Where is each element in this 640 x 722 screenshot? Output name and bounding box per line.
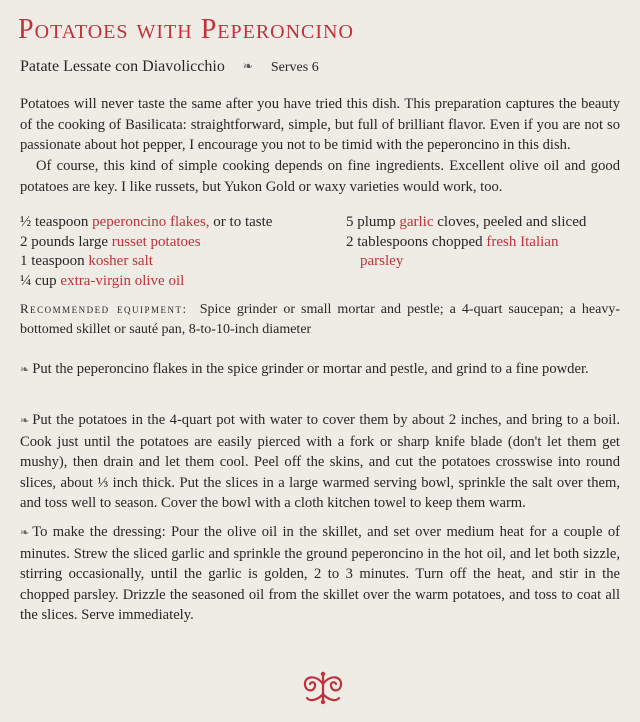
equipment-text: Spice grinder or small mortar and pestle; a 4-quart saucepan; a heavy-bottomed skillet or sauté pan, 8-to-10-inch diameter — [20, 302, 621, 337]
ingredient-line-continued — [346, 252, 626, 272]
ingredient-name: kosher salt — [88, 253, 153, 270]
equipment-label: Recommended equipment: — [20, 301, 188, 316]
ingredient-note: or to taste — [209, 214, 273, 230]
ingredient-qty: 2 tablespoons chopped — [346, 233, 487, 250]
italian-name: Patate Lessate con Diavolicchio — [20, 58, 225, 75]
ingredient-qty: ½ teaspoon — [20, 214, 93, 230]
ingredient-name: garlic — [399, 214, 434, 230]
ingredient-line — [346, 233, 626, 253]
step-text: To make the dressing: Pour the olive oil in the skillet, and set over medium heat for a couple of minutes. Strew the sliced garlic and sprinkle the ground peperoncino in the hot oil, and let both sizzle, stirring occasionally, until the garlic is golden, 2 to 3 minutes. Turn off the heat, and stir in the chopped parsley. Drizzle the seasoned oil from the skillet over the warm potatoes, and toss to coat all the slices. Serve immediately. — [20, 524, 620, 624]
serves-count: Serves 6 — [270, 60, 319, 75]
ingredients-right-column — [346, 213, 626, 272]
recipe-subtitle-line — [20, 58, 319, 76]
ingredient-qty: ¼ cup — [20, 272, 61, 289]
ingredient-line — [20, 272, 340, 292]
step-text: Put the potatoes in the 4-quart pot with water to cover them by about 2 inches, and bring to a boil. Cook just until the potatoes are easily pierced with a fork or sharp knife blade (don't let them get mushy), then drain and let them cool. Peel off the skins, and cut the potatoes crosswise into round slices, about ⅓ inch thick. Put the slices in a large warmed serving bowl, sprinkle the salt over them, and toss well to season. Cover the bowl with a cloth kitchen towel to keep them warm. — [20, 412, 620, 512]
ingredient-qty: 2 pounds large — [20, 233, 112, 250]
fleuron-icon: ❧ — [20, 415, 30, 427]
fleuron-icon: ❧ — [20, 364, 30, 376]
ingredient-name: russet potatoes — [111, 233, 201, 250]
equipment-paragraph — [20, 299, 620, 340]
intro-paragraph-1: Potatoes will never taste the same after you have tried this dish. This preparation captures the beauty of the cooking of Basilicata: straightforward, simple, but full of brilliant flavor. Even if you are not so passionate about hot pepper, I encourage you not to be timid with the peperoncino in this dish. — [20, 96, 620, 154]
ingredient-line — [20, 213, 340, 233]
ingredient-name: parsley — [360, 253, 404, 270]
fleuron-icon: ❧ — [20, 527, 30, 539]
fleuron-icon: ❧ — [242, 59, 253, 73]
intro-paragraph-2: Of course, this kind of simple cooking depends on fine ingredients. Excellent olive oil and good potatoes are key. I like russets, but Yukon Gold or waxy varieties would work, too. — [20, 158, 620, 195]
ingredient-line — [346, 213, 626, 233]
step-text: Put the peperoncino flakes in the spice grinder or mortar and pestle, and grind to a fine powder. — [32, 361, 589, 377]
step-2 — [20, 410, 620, 514]
step-1 — [20, 359, 620, 381]
decorative-ornament-icon — [300, 670, 346, 706]
ingredients-left-column — [20, 213, 340, 291]
ingredient-line — [20, 252, 340, 272]
ingredient-line — [20, 233, 340, 253]
ingredient-name: extra-virgin olive oil — [60, 272, 185, 289]
step-3 — [20, 522, 620, 626]
ingredient-note: cloves, peeled and sliced — [433, 214, 587, 230]
ingredient-name: peperoncino flakes, — [92, 214, 210, 230]
ingredient-qty: 1 teaspoon — [20, 253, 89, 270]
recipe-title: Potatoes with Peperoncino — [18, 14, 354, 45]
ingredient-qty: 5 plump — [346, 214, 400, 230]
ingredient-name: fresh Italian — [486, 233, 559, 250]
